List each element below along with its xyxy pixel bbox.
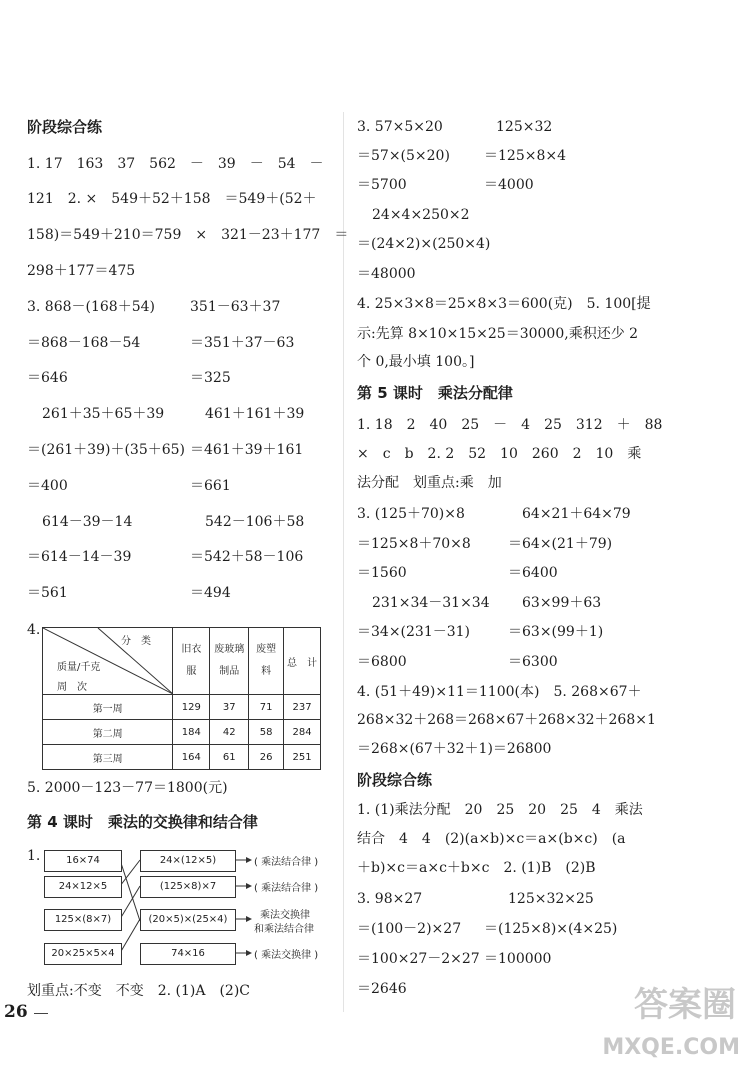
expr-box-left: 16×74 [44,850,122,872]
calc-line: ＝57×(5×20) [357,148,450,164]
table-cell: 26 [249,745,284,770]
expr-box-mid: 24×(12×5) [140,850,236,872]
answer-line: 158)＝549＋210＝759 × 321－23＋177 ＝ [27,227,349,243]
header-total: 总 计 [284,628,321,695]
law-label: ( 乘法结合律 ) [254,883,319,894]
answer-line: × c b 2. 2 52 10 260 2 10 乘 [357,446,642,462]
answer-line: 4. (51＋49)×11＝1100(本) 5. 268×67＋ [357,684,642,700]
expr-box-mid: 74×16 [140,943,236,965]
table-cell: 251 [284,745,321,770]
calc-line: ＝100×27－2×27 [357,951,480,967]
calc-line: ＝461＋39＋161 [190,442,304,458]
calc-line: ＝125×8×4 [484,148,566,164]
question-number: 1. [27,848,41,864]
calc-line: ＝5700 [357,177,407,193]
answer-line: 示:先算 8×10×15×25＝30000,乘积还少 2 [357,326,639,342]
answer-line: 1. (1)乘法分配 20 25 20 25 4 乘法 [357,802,643,818]
calc-line: 125×32 [496,119,553,135]
table-cell: 第一周 [43,695,173,720]
calc-line: ＝6400 [508,565,558,581]
calc-line: ＝6300 [508,654,558,670]
calc-line: 3. 98×27 [357,891,423,907]
answer-line: 结合 4 4 (2)(a×b)×c＝a×(b×c) (a [357,831,626,847]
calc-line: 231×34－31×34 [372,595,490,611]
calc-line: 3. 868－(168＋54) [27,299,155,315]
expr-box-mid: (125×8)×7 [140,876,236,898]
table-cell: 58 [249,720,284,745]
table-cell: 37 [210,695,249,720]
question-number: 4. [27,622,41,638]
header-old-clothes: 旧衣 服 [173,628,210,695]
table-cell: 第二周 [43,720,173,745]
calc-line: ＝125×8＋70×8 [357,536,471,552]
calc-line: ＝34×(231－31) [357,624,471,640]
answer-line: 法分配 划重点:乘 加 [357,475,502,491]
calc-line: ＝351＋37－63 [190,335,295,351]
calc-line: 542－106＋58 [205,514,305,530]
calc-line: ＝614－14－39 [27,549,132,565]
table-cell: 164 [173,745,210,770]
watermark-url: MXQE.COM [602,1035,740,1060]
calc-line: ＝(100－2)×27 [357,921,462,937]
calc-line: ＝2646 [357,981,407,997]
section-title-lesson-5: 第 5 课时 乘法分配律 [357,384,513,402]
section-title-stage-practice-left: 阶段综合练 [27,118,103,136]
calc-line: 351－63＋37 [190,299,281,315]
expr-box-left: 125×(8×7) [44,909,122,931]
answer-line: 121 2. × 549＋52＋158 ＝549＋(52＋ [27,191,317,207]
table-cell: 42 [210,720,249,745]
law-label: 和乘法结合律 [254,924,314,935]
section-title-stage-practice-right: 阶段综合练 [357,771,433,789]
header-glass: 废玻璃 制品 [210,628,249,695]
calc-line: 614－39－14 [42,514,133,530]
table-cell: 61 [210,745,249,770]
calc-line: ＝325 [190,370,231,386]
calc-line: ＝400 [27,478,68,494]
answer-line: 1. 18 2 40 25 － 4 25 312 ＋ 88 [357,417,663,433]
calc-line: ＝868－168－54 [27,335,141,351]
law-label: 乘法交换律 [260,910,310,921]
table-cell: 71 [249,695,284,720]
calc-line: ＝494 [190,585,231,601]
expr-box-left: 20×25×5×4 [44,943,122,965]
answer-line: 268×32＋268＝268×67＋268×32＋268×1 [357,712,656,728]
corner-label-week: 周 次 [57,682,87,693]
answer-line: 1. 17 163 37 562 － 39 － 54 － [27,156,324,172]
calc-line: 3. (125＋70)×8 [357,506,465,522]
answer-line: ＋b)×c＝a×c＋b×c 2. (1)B (2)B [357,860,596,876]
calc-line: 64×21＋64×79 [522,506,631,522]
calc-line: ＝64×(21＋79) [508,536,613,552]
corner-label-mass: 质量/千克 [57,662,101,673]
answer-line: 划重点:不变 不变 2. (1)A (2)C [27,983,251,999]
calc-line: ＝561 [27,585,68,601]
table-cell: 129 [173,695,210,720]
answer-line: 4. 25×3×8＝25×8×3＝600(克) 5. 100[提 [357,296,651,312]
law-label: ( 乘法结合律 ) [254,857,319,868]
calc-line: ＝4000 [484,177,534,193]
calc-line: ＝646 [27,370,68,386]
calc-line: ＝(261＋39)＋(35＋65) [27,442,186,458]
calc-line: ＝6800 [357,654,407,670]
calc-line: 63×99＋63 [522,595,602,611]
answer-line: 5. 2000－123－77＝1800(元) [27,780,228,796]
calc-line: ＝661 [190,478,231,494]
table-cell: 184 [173,720,210,745]
table-cell: 第三周 [43,745,173,770]
answer-line: 个 0,最小填 100。] [357,354,475,370]
calc-line: ＝542＋58－106 [190,549,304,565]
calc-line: 24×4×250×2 [372,207,470,223]
section-title-lesson-4: 第 4 课时 乘法的交换律和结合律 [27,813,258,831]
header-plastic: 废塑 料 [249,628,284,695]
calc-line: 461＋161＋39 [205,406,305,422]
table-cell: 237 [284,695,321,720]
expr-box-left: 24×12×5 [44,876,122,898]
calc-line: ＝(125×8)×(4×25) [484,921,618,937]
calc-line: 125×32×25 [508,891,594,907]
answer-line: ＝268×(67＋32＋1)＝26800 [357,741,552,757]
watermark-logo: 答案圈 [634,985,736,1025]
table-cell: 284 [284,720,321,745]
calc-line: ＝48000 [357,266,416,282]
calc-line: ＝1560 [357,565,407,581]
answer-line: 298＋177＝475 [27,263,136,279]
calc-line: ＝63×(99＋1) [508,624,604,640]
calc-line: 3. 57×5×20 [357,119,443,135]
page-dash [34,1013,48,1014]
corner-label-category: 分 类 [121,636,151,647]
expr-box-mid: (20×5)×(25×4) [140,909,236,931]
page-number: 26 [4,1002,28,1022]
law-label: ( 乘法交换律 ) [254,950,319,961]
calc-line: 261＋35＋65＋39 [42,406,165,422]
calc-line: ＝100000 [484,951,552,967]
calc-line: ＝(24×2)×(250×4) [357,236,491,252]
